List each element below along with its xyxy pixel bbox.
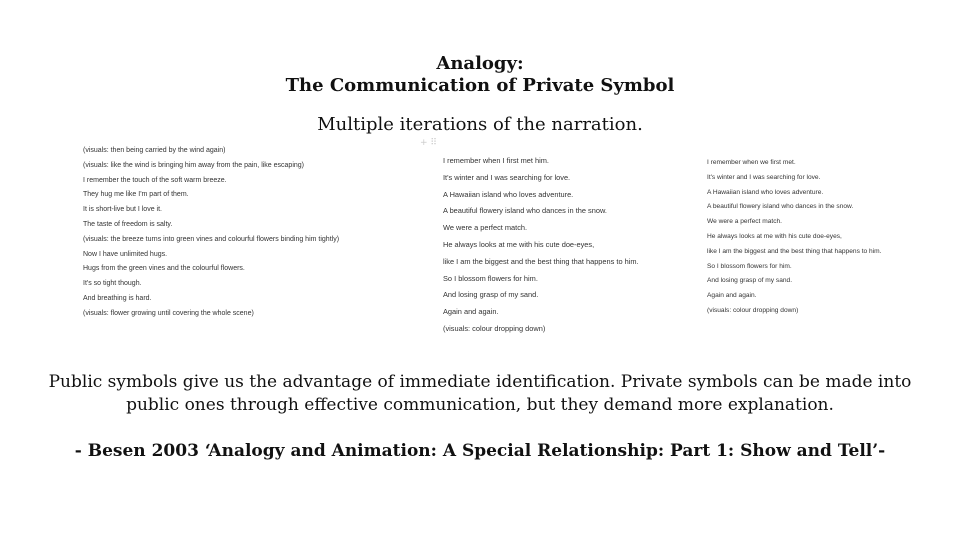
- narration-line: (visuals: colour dropping down): [443, 323, 546, 333]
- narration-line: Now I have unlimited hugs.: [83, 250, 168, 258]
- narration-line: I remember when we first met.: [707, 159, 796, 166]
- narration-line: And breathing is hard.: [83, 294, 152, 302]
- narration-line: Again and again.: [707, 292, 757, 300]
- narration-line: A Hawaiian island who loves adventure.: [443, 189, 574, 199]
- narration-column-1: [83, 144, 339, 322]
- narration-line: It's so tight though.: [83, 280, 142, 288]
- quote-text: [30, 371, 930, 417]
- narration-line: (visuals: colour dropping down): [707, 306, 799, 314]
- narration-line: They hug me like I'm part of them.: [83, 191, 189, 199]
- narration-line: I remember when I first met him.: [443, 156, 549, 165]
- slide-title: [0, 53, 960, 97]
- narration-line: Hugs from the green vines and the colourful flowers.: [83, 265, 245, 273]
- narration-line: (visuals: the breeze turns into green vines and colourful flowers binding him tightly): [83, 235, 340, 243]
- title-line-2: The Communication of Private Symbol: [285, 75, 675, 96]
- narration-line: (visuals: like the wind is bringing him away from the pain, like escaping): [83, 161, 304, 169]
- quote-line-2: public ones through effective communication, but they demand more explanation.: [126, 395, 834, 415]
- narration-line: We were a perfect match.: [707, 218, 783, 226]
- narration-line: It's winter and I was searching for love.: [707, 173, 821, 181]
- narration-line: (visuals: flower growing until covering the whole scene): [83, 309, 254, 317]
- narration-line: He always looks at me with his cute doe-eyes,: [707, 232, 842, 240]
- narration-line: We were a perfect match.: [443, 223, 528, 233]
- narration-line: like I am the biggest and the best thing that happens to him.: [707, 247, 882, 255]
- narration-line: And losing grasp of my sand.: [707, 277, 793, 285]
- narration-line: The taste of freedom is salty.: [83, 220, 173, 228]
- narration-line: A Hawaiian island who loves adventure.: [707, 188, 824, 196]
- slide-subtitle: Multiple iterations of the narration.: [317, 114, 643, 135]
- narration-line: like I am the biggest and the best thing that happens to him.: [443, 256, 639, 266]
- citation: - Besen 2003 ‘Analogy and Animation: A Special Relationship: Part 1: Show and Tell’-: [74, 441, 886, 461]
- narration-line: He always looks at me with his cute doe-eyes,: [443, 239, 595, 249]
- narration-line: And losing grasp of my sand.: [443, 290, 539, 300]
- narration-line: So I blossom flowers for him.: [443, 273, 538, 283]
- quote-line-1: Public symbols give us the advantage of immediate identification. Private symbols can be made into: [48, 372, 912, 392]
- narration-column-3: [707, 156, 881, 319]
- narration-line: It's winter and I was searching for love.: [443, 172, 571, 182]
- narration-line: (visuals: then being carried by the wind again): [83, 147, 226, 154]
- drag-handle-icon[interactable]: + ⠿: [420, 138, 437, 148]
- narration-line: I remember the touch of the soft warm breeze.: [83, 176, 227, 184]
- narration-line: It is short-live but I love it.: [83, 206, 162, 214]
- title-line-1: Analogy:: [436, 53, 524, 74]
- narration-column-2: [443, 153, 639, 338]
- narration-line: A beautiful flowery island who dances in the snow.: [443, 206, 607, 216]
- narration-line: A beautiful flowery island who dances in the snow.: [707, 203, 854, 211]
- narration-line: So I blossom flowers for him.: [707, 262, 792, 270]
- narration-line: Again and again.: [443, 307, 499, 317]
